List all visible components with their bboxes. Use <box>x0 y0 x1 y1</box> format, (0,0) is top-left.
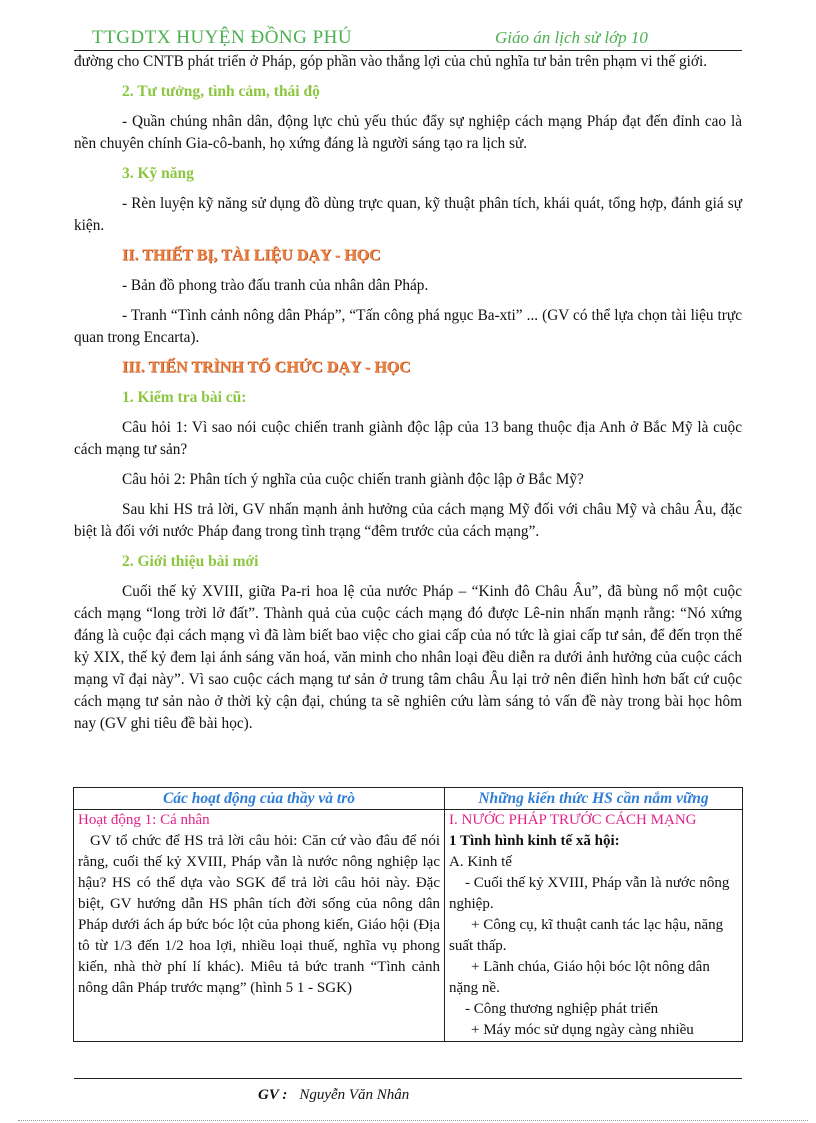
table-row <box>74 810 743 1042</box>
table-header-row <box>74 788 743 810</box>
knowledge-title: I. NƯỚC PHÁP TRƯỚC CÁCH MẠNG <box>449 812 697 828</box>
footer-author <box>258 1087 409 1104</box>
document-body <box>74 51 742 743</box>
heading-tu-tuong: 2. Tư tưởng, tình cảm, thái độ <box>122 83 320 100</box>
table-header-knowledge: Những kiến thức HS cần nắm vững <box>445 788 743 810</box>
paragraph-thiet-bi-1: - Bản đồ phong trào đấu tranh của nhân dân Pháp. <box>122 277 429 294</box>
page-bottom-dotted-line <box>18 1120 808 1121</box>
table-header-activities: Các hoạt động của thầy và trò <box>74 788 445 810</box>
intro-paragraph: đường cho CNTB phát triển ở Pháp, góp phần vào thắng lợi của chủ nghĩa tư bản trên phạm vi thế giới. <box>74 53 708 70</box>
heading-kiem-tra: 1. Kiểm tra bài cũ: <box>122 389 247 406</box>
footer-label: GV : <box>258 1087 288 1103</box>
knowledge-item-4: - Công thương nghiệp phát triển <box>465 1001 659 1017</box>
heading-thiet-bi: II. THIẾT BỊ, TÀI LIỆU DẠY - HỌC <box>122 247 381 264</box>
heading-gioi-thieu: 2. Giới thiệu bài mới <box>122 553 259 570</box>
activity-text: GV tổ chức để HS trả lời câu hỏi: Căn cứ vào đâu để nói rằng, cuối thế kỷ XVIII, Pháp vẫn là nước nông nghiệp lạc hậu? HS có thể dựa vào SGK để trả lời câu hỏi này. Đặc biệt, GV hướng dẫn HS phân tích đời sống của nông dân Pháp dưới ách áp bức bóc lột của phong kiến, Giáo hội (Địa tô từ 1/3 đến 1/2 hoa lợi, nhiều loại thuế, nghĩa vụ phong kiến, nhà thờ phí lí khác). Miêu tả bức tranh “Tình cảnh nông dân Pháp trước mạng” (hình 5 1 - SGK) <box>78 833 440 996</box>
heading-ky-nang: 3. Kỹ năng <box>122 165 194 182</box>
paragraph-gioi-thieu: Cuối thế kỷ XVIII, giữa Pa-ri hoa lệ của nước Pháp – “Kinh đô Châu Âu”, đã bùng nổ một cuộc cách mạng “long trời lở đất”. Thành quả của cuộc cách mạng đó được Lê-nin nhấn mạnh rằng: “Nó xứng đáng là cuộc đại cách mạng vì đã làm biết bao việc cho giai cấp của nó tức là giai cấp tư sản, để đến trọn thế kỷ XIX, thế kỷ đem lại ánh sáng văn hoá, văn minh cho nhân loại đều diễn ra dưới ảnh hưởng của cuộc cách mạng vĩ đại này”. Vì sao cuộc cách mạng tư sản ở trung tâm châu Âu lại trở nên điển hình hơn bất cứ cuộc cách mạng tư sản nào ở thời kỳ cận đại, chúng ta sẽ nghiên cứu làm sáng tỏ vấn đề này trong bài học hôm nay (GV ghi tiêu đề bài học). <box>74 583 742 732</box>
footer-teacher-name: Nguyễn Văn Nhân <box>299 1087 410 1103</box>
activity-cell <box>74 810 445 1042</box>
knowledge-item-5: + Máy móc sử dụng ngày càng nhiều <box>471 1022 694 1038</box>
knowledge-section-a: A. Kinh tế <box>449 854 512 870</box>
knowledge-cell <box>445 810 743 1042</box>
header-course-title: Giáo án lịch sử lớp 10 <box>495 28 648 47</box>
paragraph-cau-hoi-1: Câu hỏi 1: Vì sao nói cuộc chiến tranh giành độc lập của 13 bang thuộc địa Anh ở Bắc Mỹ là cuộc cách mạng tư sản? <box>74 419 742 458</box>
paragraph-tu-tuong: - Quần chúng nhân dân, động lực chủ yếu thúc đẩy sự nghiệp cách mạng Pháp đạt đến đỉnh cao là nền chuyên chính Gia-cô-banh, họ xứng đáng là người sáng tạo ra lịch sử. <box>74 113 742 152</box>
paragraph-ky-nang: - Rèn luyện kỹ năng sử dụng đồ dùng trực quan, kỹ thuật phân tích, khái quát, tổng hợp, đánh giá sự kiện. <box>74 195 742 234</box>
heading-tien-trinh: III. TIẾN TRÌNH TỔ CHỨC DẠY - HỌC <box>122 359 411 376</box>
knowledge-item-2: + Công cụ, kĩ thuật canh tác lạc hậu, năng suất thấp. <box>449 917 724 954</box>
header-center-name: TTGDTX HUYỆN ĐỒNG PHÚ <box>92 27 353 48</box>
knowledge-item-1: - Cuối thế kỷ XVIII, Pháp vẫn là nước nông nghiệp. <box>449 875 730 912</box>
paragraph-cau-hoi-2: Câu hỏi 2: Phân tích ý nghĩa của cuộc chiến tranh giành độc lập ở Bắc Mỹ? <box>122 471 584 488</box>
paragraph-thiet-bi-2: - Tranh “Tình cảnh nông dân Pháp”, “Tấn công phá ngục Ba-xti” ... (GV có thể lựa chọn tài liệu trực quan trong Encarta). <box>74 307 742 346</box>
footer-divider <box>74 1078 742 1079</box>
knowledge-item-3: + Lãnh chúa, Giáo hội bóc lột nông dân nặng nề. <box>449 959 710 996</box>
paragraph-sau-khi: Sau khi HS trả lời, GV nhấn mạnh ảnh hưởng của cách mạng Mỹ đối với châu Mỹ và châu Âu, đặc biệt là đối với nước Pháp đang trong tình trạng “đêm trước của cách mạng”. <box>74 501 742 540</box>
activity-title: Hoạt động 1: Cá nhân <box>78 812 210 828</box>
activities-table <box>73 787 743 1042</box>
knowledge-subtitle: 1 Tình hình kinh tế xã hội: <box>449 833 620 849</box>
